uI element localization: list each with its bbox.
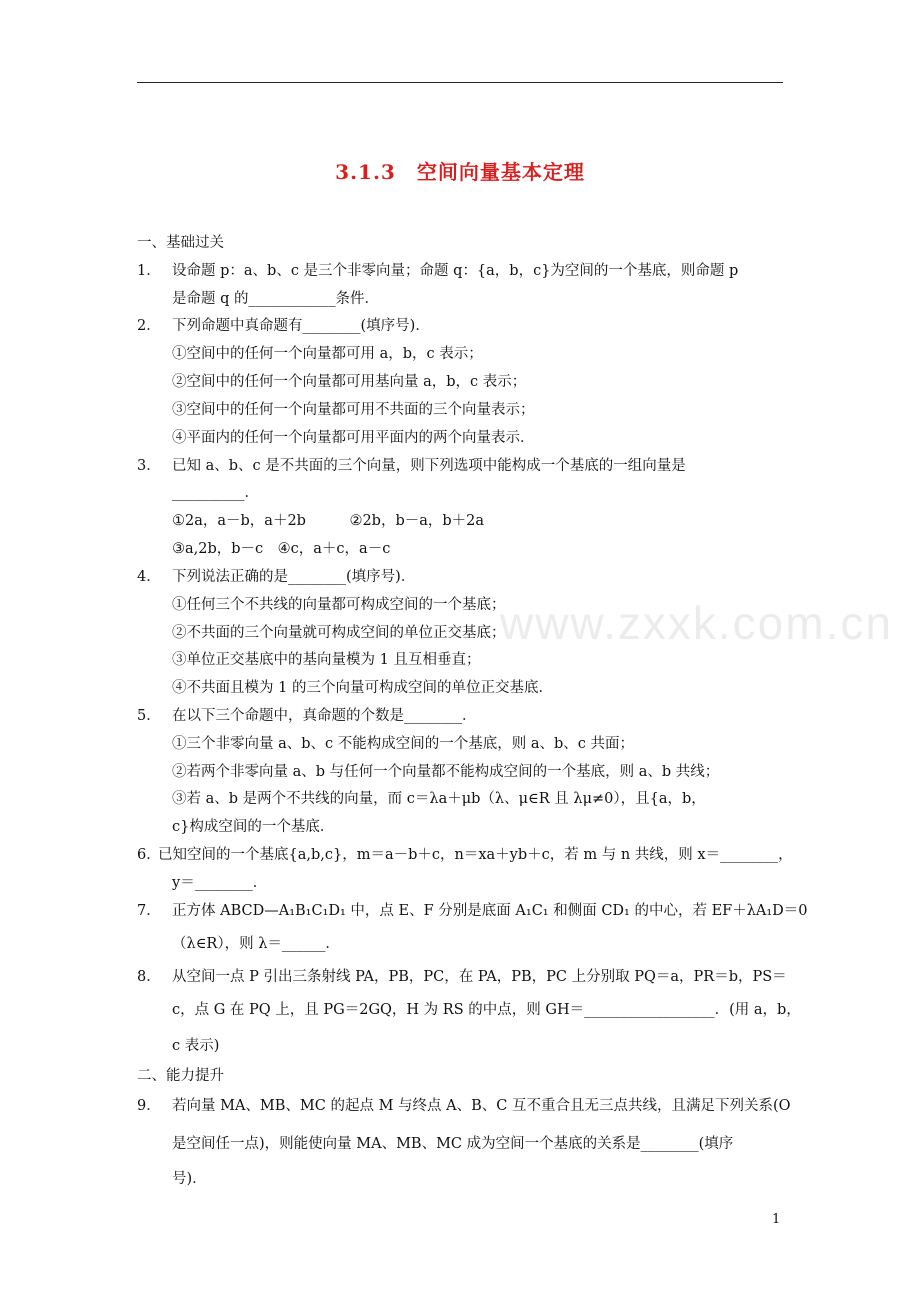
question-option: ③空间中的任何一个向量都可用不共面的三个向量表示；	[172, 402, 535, 418]
question-number: 8．	[137, 969, 161, 985]
question-text: 是空间任一点)，则能使向量 MA、MB、MC 成为空间一个基底的关系是________(填序	[172, 1136, 734, 1152]
question-number: 2．	[137, 318, 161, 334]
question-number: 3．	[137, 458, 161, 474]
question-text: y＝________．	[172, 875, 268, 891]
question-text: 正方体 ABCD—A₁B₁C₁D₁ 中，点 E、F 分别是底面 A₁C₁ 和侧面 CD₁ 的中心，若 EF＋λA₁D＝0	[172, 903, 808, 919]
question-option: c}构成空间的一个基底．	[172, 819, 335, 835]
question-number: 9．	[137, 1098, 161, 1114]
question-number: 6．	[137, 847, 161, 863]
section-heading-basics: 一、基础过关	[137, 235, 224, 251]
section-heading-advanced: 二、能力提升	[137, 1068, 224, 1084]
question-text: 下列说法正确的是________(填序号)．	[172, 569, 416, 585]
question-text: 号)．	[172, 1171, 207, 1187]
question-option: ③若 a、b 是两个不共线的向量，而 c＝λa＋μb（λ、μ∈R 且 λμ≠0），且{a，b，	[172, 791, 706, 807]
question-text: 已知 a、b、c 是不共面的三个向量，则下列选项中能构成一个基底的一组向量是	[172, 458, 686, 474]
question-option: ②不共面的三个向量就可构成空间的单位正交基底；	[172, 625, 506, 641]
watermark: www.zxxk.com.cn	[500, 597, 893, 649]
question-number: 5．	[137, 708, 161, 724]
question-option: ②空间中的任何一个向量都可用基向量 a，b，c 表示；	[172, 374, 527, 390]
question-number: 7．	[137, 903, 161, 919]
question-option: ③单位正交基底中的基向量模为 1 且互相垂直；	[172, 652, 481, 668]
question-text: c，点 G 在 PQ 上，且 PG＝2GQ，H 为 RS 的中点，则 GH＝__________________．(用 a，b，	[172, 1002, 801, 1018]
question-option: ④平面内的任何一个向量都可用平面内的两个向量表示．	[172, 430, 535, 446]
page-number: 1	[772, 1212, 781, 1227]
question-option: ②若两个非零向量 a、b 与任何一个向量都不能构成空间的一个基底，则 a、b 共线；	[172, 764, 720, 780]
question-text: 是命题 q 的____________条件．	[172, 291, 379, 307]
question-option: ①三个非零向量 a、b、c 不能构成空间的一个基底，则 a、b、c 共面；	[172, 736, 635, 752]
question-text: __________．	[172, 485, 259, 501]
question-text: 在以下三个命题中，真命题的个数是________．	[172, 708, 477, 724]
question-text: c 表示)	[172, 1038, 220, 1054]
question-text: （λ∈R），则 λ＝______．	[172, 936, 340, 952]
question-number: 4．	[137, 569, 161, 585]
question-text: 已知空间的一个基底{a,b,c}，m＝a－b＋c，n＝xa＋yb＋c，若 m 与 n 共线，则 x＝________，	[158, 847, 793, 863]
question-option: ①2a，a－b，a＋2b ②2b，b－a，b＋2a	[172, 513, 485, 529]
question-option: ①空间中的任何一个向量都可用 a，b，c 表示；	[172, 346, 483, 362]
question-text: 从空间一点 P 引出三条射线 PA，PB，PC，在 PA，PB，PC 上分别取 PQ＝a，PR＝b，PS＝	[172, 969, 787, 985]
header-rule	[137, 82, 783, 83]
question-text: 下列命题中真命题有________(填序号)．	[172, 318, 430, 334]
question-number: 1．	[137, 263, 161, 279]
question-option: ③a,2b，b－c ④c，a＋c，a－c	[172, 541, 391, 557]
question-option: ①任何三个不共线的向量都可构成空间的一个基底；	[172, 597, 506, 613]
question-option: ④不共面且模为 1 的三个向量可构成空间的单位正交基底．	[172, 680, 553, 696]
question-text: 若向量 MA、MB、MC 的起点 M 与终点 A、B、C 互不重合且无三点共线，且满足下列关系(O	[172, 1098, 791, 1114]
question-text: 设命题 p：a、b、c 是三个非零向量；命题 q：{a，b，c}为空间的一个基底，则命题 p	[172, 263, 739, 279]
page-title: 3.1.3 空间向量基本定理	[335, 160, 585, 184]
